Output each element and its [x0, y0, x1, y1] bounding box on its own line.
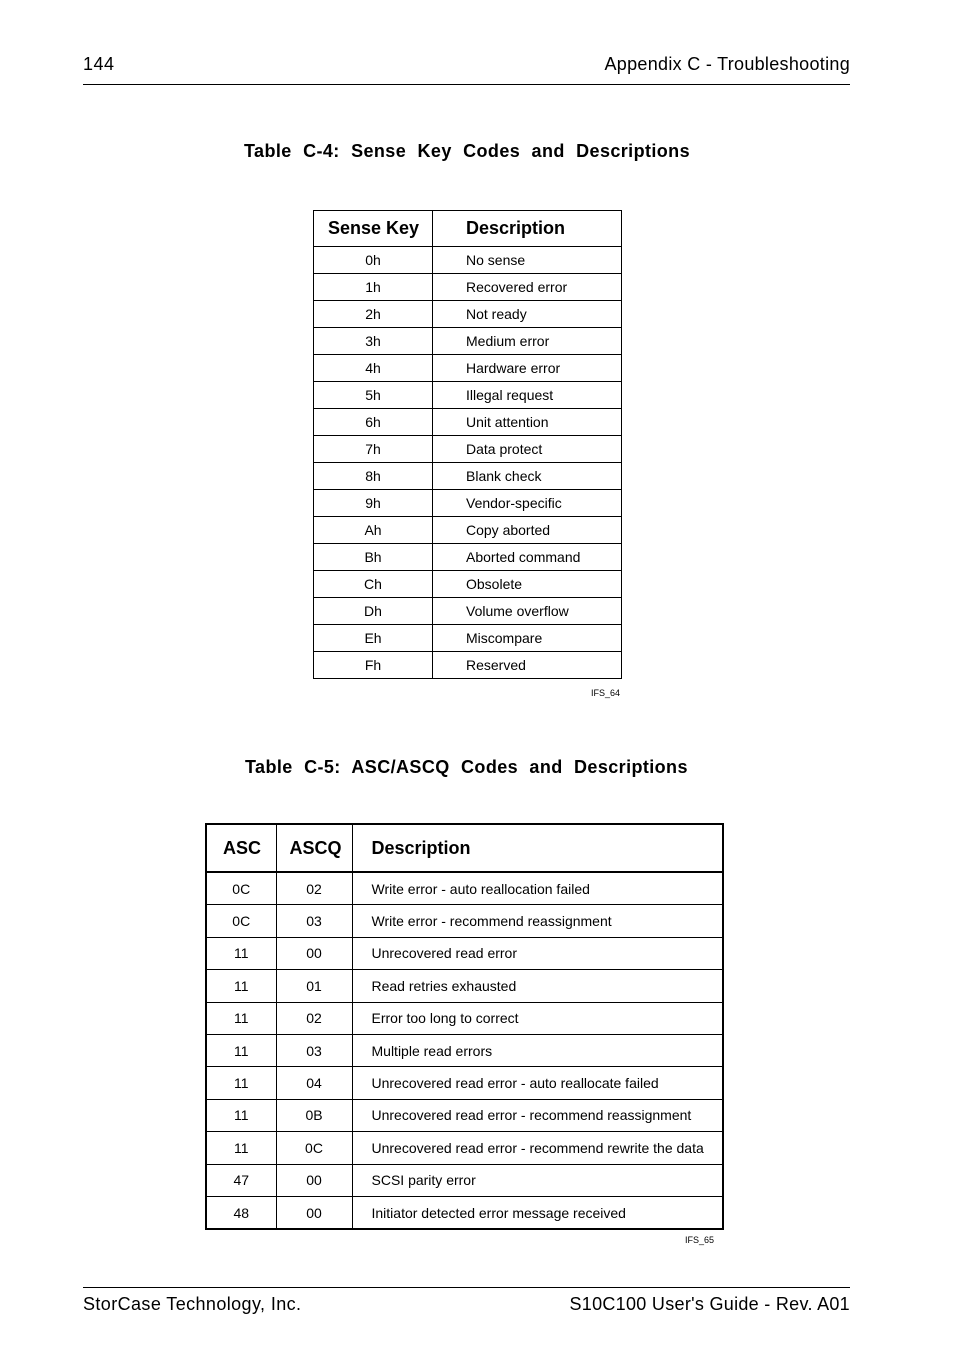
description-cell: Reserved: [433, 652, 622, 679]
asc-cell: 0C: [206, 872, 276, 905]
description-cell: No sense: [433, 247, 622, 274]
table-header-row: [206, 824, 723, 872]
table-row: [314, 247, 622, 274]
description-cell: Data protect: [433, 436, 622, 463]
footer-rule: [83, 1287, 850, 1288]
column-header-asc: ASC: [206, 824, 276, 872]
column-header-ascq: ASCQ: [276, 824, 352, 872]
description-cell: Volume overflow: [433, 598, 622, 625]
sense-key-cell: Dh: [314, 598, 433, 625]
ascq-cell: 0B: [276, 1099, 352, 1131]
figure-id-c4: IFS_64: [591, 688, 621, 698]
description-cell: SCSI parity error: [352, 1164, 723, 1196]
sense-key-cell: 2h: [314, 301, 433, 328]
description-cell: Unrecovered read error - auto reallocate failed: [352, 1067, 723, 1099]
ascq-cell: 04: [276, 1067, 352, 1099]
column-header-description: Description: [433, 211, 622, 247]
description-cell: Not ready: [433, 301, 622, 328]
table-row: [314, 652, 622, 679]
sense-key-cell: 7h: [314, 436, 433, 463]
description-cell: Unrecovered read error - recommend rewrite the data: [352, 1132, 723, 1164]
table-row: [314, 274, 622, 301]
ascq-cell: 02: [276, 1002, 352, 1034]
table-row: [314, 571, 622, 598]
sense-key-cell: 9h: [314, 490, 433, 517]
asc-cell: 11: [206, 1002, 276, 1034]
description-cell: Aborted command: [433, 544, 622, 571]
description-cell: Obsolete: [433, 571, 622, 598]
description-cell: Recovered error: [433, 274, 622, 301]
description-cell: Unrecovered read error: [352, 937, 723, 969]
description-cell: Copy aborted: [433, 517, 622, 544]
sense-key-cell: 8h: [314, 463, 433, 490]
description-cell: Illegal request: [433, 382, 622, 409]
header-rule: [83, 84, 850, 85]
description-cell: Unit attention: [433, 409, 622, 436]
table-row: [314, 490, 622, 517]
description-cell: Unrecovered read error - recommend reassignment: [352, 1099, 723, 1131]
description-cell: Initiator detected error message received: [352, 1196, 723, 1229]
table-c5-title: Table C-5: ASC/ASCQ Codes and Descriptions: [245, 757, 688, 777]
table-row: [314, 301, 622, 328]
table-row: [314, 517, 622, 544]
asc-cell: 11: [206, 1067, 276, 1099]
column-header-sense-key: Sense Key: [314, 211, 433, 247]
sense-key-cell: Fh: [314, 652, 433, 679]
description-cell: Error too long to correct: [352, 1002, 723, 1034]
ascq-cell: 03: [276, 905, 352, 937]
sense-key-cell: 1h: [314, 274, 433, 301]
description-cell: Multiple read errors: [352, 1034, 723, 1066]
sense-key-cell: 6h: [314, 409, 433, 436]
description-cell: Vendor-specific: [433, 490, 622, 517]
table-row: [206, 1132, 723, 1164]
figure-id-c5: IFS_65: [685, 1235, 715, 1245]
table-row: [206, 872, 723, 905]
ascq-cell: 03: [276, 1034, 352, 1066]
table-header-row: [314, 211, 622, 247]
table-row: [206, 970, 723, 1002]
asc-cell: 48: [206, 1196, 276, 1229]
page-number: 144: [83, 54, 115, 74]
description-cell: Blank check: [433, 463, 622, 490]
description-cell: Write error - auto reallocation failed: [352, 872, 723, 905]
table-row: [314, 355, 622, 382]
table-c4-title: Table C-4: Sense Key Codes and Descriptions: [244, 141, 690, 161]
table-row: [314, 436, 622, 463]
description-cell: Write error - recommend reassignment: [352, 905, 723, 937]
table-row: [206, 1196, 723, 1229]
footer-company: StorCase Technology, Inc.: [83, 1294, 302, 1314]
sense-key-cell: Eh: [314, 625, 433, 652]
sense-key-cell: Bh: [314, 544, 433, 571]
ascq-cell: 00: [276, 1196, 352, 1229]
asc-cell: 0C: [206, 905, 276, 937]
asc-cell: 11: [206, 970, 276, 1002]
asc-cell: 11: [206, 1099, 276, 1131]
ascq-cell: 01: [276, 970, 352, 1002]
sense-key-cell: Ah: [314, 517, 433, 544]
description-cell: Medium error: [433, 328, 622, 355]
table-row: [206, 1099, 723, 1131]
footer-guide-title: S10C100 User's Guide - Rev. A01: [569, 1294, 850, 1314]
sense-key-cell: 0h: [314, 247, 433, 274]
table-row: [206, 1164, 723, 1196]
asc-cell: 11: [206, 1132, 276, 1164]
sense-key-table: [313, 210, 622, 679]
table-row: [314, 382, 622, 409]
asc-cell: 47: [206, 1164, 276, 1196]
ascq-cell: 00: [276, 1164, 352, 1196]
sense-key-cell: 4h: [314, 355, 433, 382]
table-row: [314, 328, 622, 355]
ascq-cell: 00: [276, 937, 352, 969]
running-head: Appendix C - Troubleshooting: [604, 54, 850, 74]
asc-cell: 11: [206, 1034, 276, 1066]
sense-key-cell: 3h: [314, 328, 433, 355]
asc-ascq-table: [205, 823, 724, 1230]
table-row: [314, 625, 622, 652]
table-row: [314, 409, 622, 436]
description-cell: Miscompare: [433, 625, 622, 652]
table-row: [206, 1002, 723, 1034]
table-row: [206, 1067, 723, 1099]
ascq-cell: 0C: [276, 1132, 352, 1164]
table-row: [206, 905, 723, 937]
asc-cell: 11: [206, 937, 276, 969]
sense-key-cell: Ch: [314, 571, 433, 598]
table-row: [314, 598, 622, 625]
description-cell: Hardware error: [433, 355, 622, 382]
table-row: [206, 937, 723, 969]
description-cell: Read retries exhausted: [352, 970, 723, 1002]
table-row: [314, 463, 622, 490]
sense-key-cell: 5h: [314, 382, 433, 409]
ascq-cell: 02: [276, 872, 352, 905]
column-header-description: Description: [352, 824, 723, 872]
table-row: [314, 544, 622, 571]
table-row: [206, 1034, 723, 1066]
